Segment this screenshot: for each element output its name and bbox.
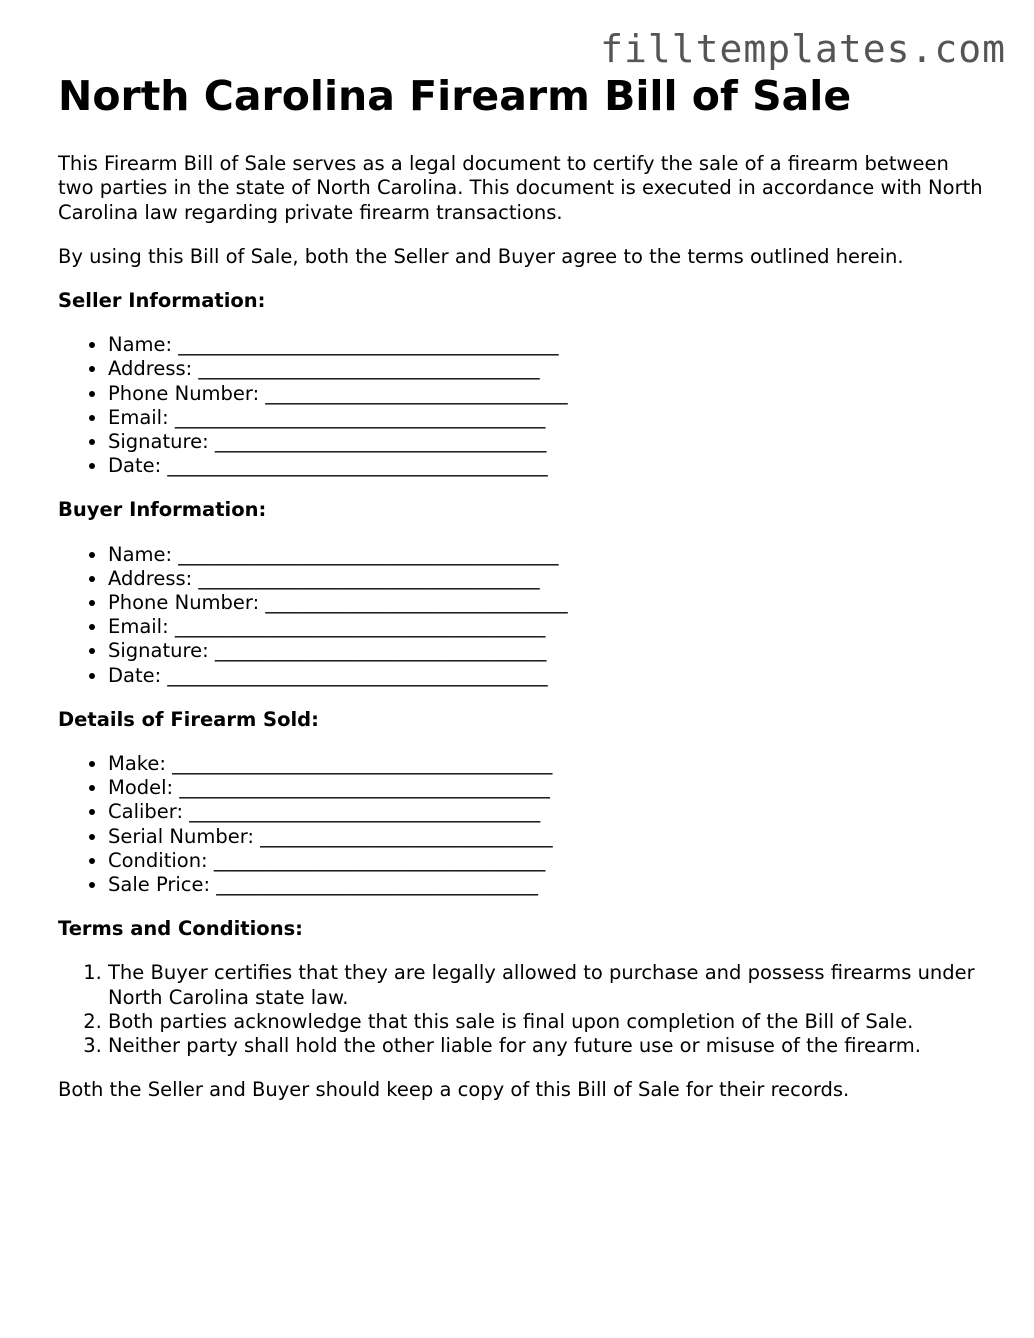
seller-section-heading: Seller Information: bbox=[58, 289, 266, 312]
firearm-model-field[interactable]: • Model: ______________________________________ bbox=[108, 776, 988, 800]
terms-item: 1. The Buyer certifies that they are legally allowed to purchase and possess firearms under North Carolina state law. bbox=[108, 961, 988, 1009]
buyer-date-field[interactable]: • Date: _______________________________________ bbox=[108, 664, 988, 688]
buyer-address-field[interactable]: • Address: ___________________________________ bbox=[108, 567, 988, 591]
buyer-email-field[interactable]: • Email: ______________________________________ bbox=[108, 615, 988, 639]
firearm-make-field[interactable]: • Make: _______________________________________ bbox=[108, 752, 988, 776]
seller-address-field[interactable]: • Address: ___________________________________ bbox=[108, 357, 988, 381]
seller-signature-field[interactable]: • Signature: __________________________________ bbox=[108, 430, 988, 454]
firearm-caliber-field[interactable]: • Caliber: ____________________________________ bbox=[108, 800, 988, 824]
seller-email-field[interactable]: • Email: ______________________________________ bbox=[108, 406, 988, 430]
buyer-phone-field[interactable]: • Phone Number: _______________________________ bbox=[108, 591, 988, 615]
agreement-paragraph: By using this Bill of Sale, both the Seller and Buyer agree to the terms outlined herein. bbox=[58, 244, 904, 268]
terms-section-heading: Terms and Conditions: bbox=[58, 917, 303, 941]
firearm-serial-number-field[interactable]: • Serial Number: ______________________________ bbox=[108, 825, 988, 849]
watermark: filltemplates.com bbox=[600, 27, 1006, 71]
buyer-signature-field[interactable]: • Signature: __________________________________ bbox=[108, 639, 988, 663]
terms-item: 3. Neither party shall hold the other liable for any future use or misuse of the firearm. bbox=[108, 1034, 988, 1058]
buyer-fields-list bbox=[58, 543, 988, 688]
firearm-fields-list bbox=[58, 752, 988, 897]
closing-paragraph: Both the Seller and Buyer should keep a copy of this Bill of Sale for their records. bbox=[58, 1078, 850, 1102]
seller-name-field[interactable]: • Name: _______________________________________ bbox=[108, 333, 988, 357]
seller-fields-list bbox=[58, 333, 988, 478]
firearm-sale-price-field[interactable]: • Sale Price: _________________________________ bbox=[108, 873, 988, 897]
buyer-section-heading: Buyer Information: bbox=[58, 498, 267, 522]
document-body bbox=[58, 72, 988, 1102]
terms-list bbox=[58, 961, 988, 1058]
seller-date-field[interactable]: • Date: _______________________________________ bbox=[108, 454, 988, 478]
firearm-section-heading: Details of Firearm Sold: bbox=[58, 707, 319, 731]
seller-phone-field[interactable]: • Phone Number: _______________________________ bbox=[108, 382, 988, 406]
buyer-name-field[interactable]: • Name: _______________________________________ bbox=[108, 543, 988, 567]
intro-paragraph: This Firearm Bill of Sale serves as a legal document to certify the sale of a firearm between two parties in the state of North Carolina. This document is executed in accordance with North Carolina law regarding private firearm transactions. bbox=[58, 152, 983, 224]
terms-item: 2. Both parties acknowledge that this sale is final upon completion of the Bill of Sale. bbox=[108, 1010, 988, 1034]
page-title: North Carolina Firearm Bill of Sale bbox=[58, 72, 852, 120]
firearm-condition-field[interactable]: • Condition: __________________________________ bbox=[108, 849, 988, 873]
